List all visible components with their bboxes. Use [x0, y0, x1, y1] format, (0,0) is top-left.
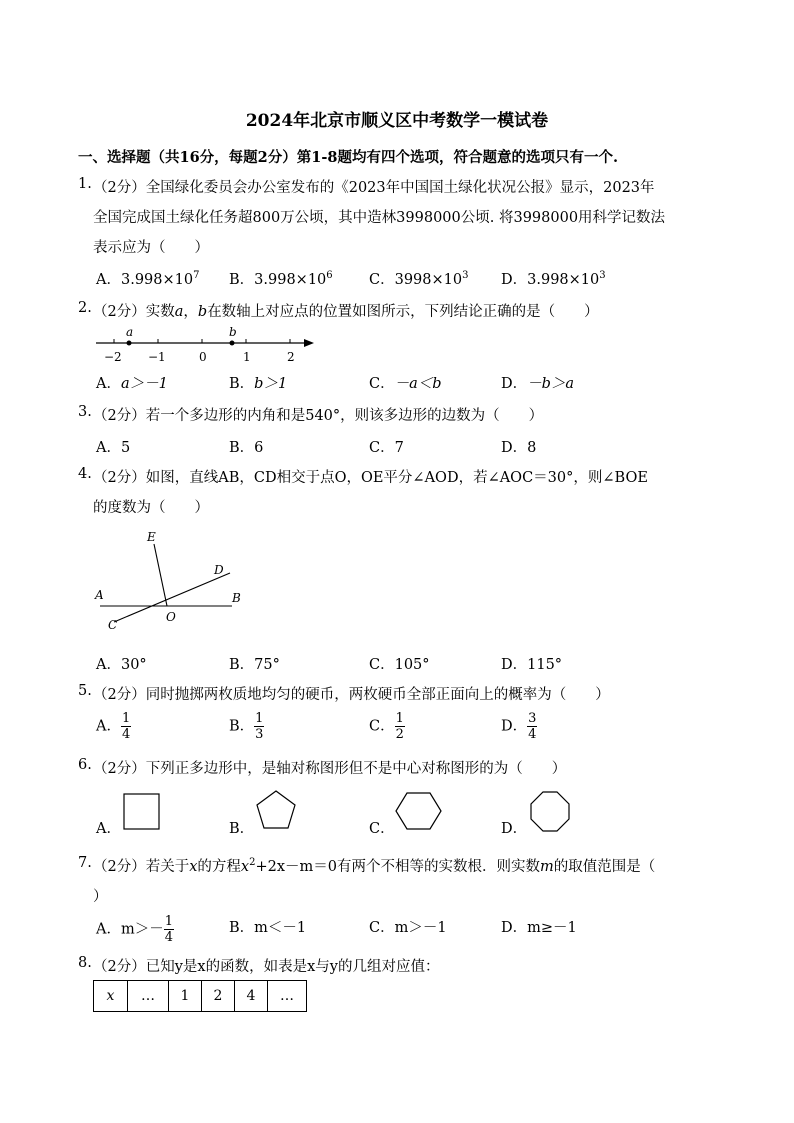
question-number: 5.: [78, 683, 92, 699]
square-shape: [122, 792, 162, 832]
table-cell: 2: [202, 981, 235, 1012]
label-B: B: [232, 591, 241, 605]
point-b-label: b: [229, 325, 237, 339]
table-cell: 4: [235, 981, 268, 1012]
q6-option-a[interactable]: A．: [96, 821, 121, 837]
tick-label: 0: [199, 350, 207, 364]
q4-option-c[interactable]: C．105°: [369, 657, 430, 673]
label-E: E: [147, 530, 156, 544]
q2-option-d[interactable]: D．－b＞a: [501, 376, 575, 392]
question-number: 3.: [78, 404, 92, 420]
q3-option-b[interactable]: B．6: [229, 440, 264, 456]
q4-option-b[interactable]: B．75°: [229, 657, 280, 673]
q1-text-line3: 表示应为（ ）: [93, 240, 209, 256]
q1-option-d[interactable]: D．$3.998\times 10^3$: [501, 270, 606, 288]
q6-option-b[interactable]: B．: [229, 821, 255, 837]
question-number: 4.: [78, 466, 92, 482]
q5-option-a[interactable]: A． $\frac{1}{4}$: [96, 711, 131, 742]
q1-option-a[interactable]: A．$3.998\times 10^7$: [96, 270, 200, 288]
q6-option-c[interactable]: C．: [369, 821, 395, 837]
label-A: A: [95, 588, 104, 602]
q2-option-a[interactable]: A．a＞－1: [96, 376, 168, 392]
q5-option-b[interactable]: B． $\frac{1}{3}$: [229, 711, 264, 742]
table-cell: 1: [169, 981, 202, 1012]
label-O: O: [166, 610, 176, 624]
table-cell: x: [94, 981, 128, 1012]
q5-option-d[interactable]: D． $\frac{3}{4}$: [501, 711, 537, 742]
angle-figure: [92, 526, 252, 636]
q1-option-c[interactable]: C．$3998\times 10^3$: [369, 270, 469, 288]
q7-option-c[interactable]: C．m＞－1: [369, 920, 447, 936]
point-a-label: a: [126, 325, 134, 339]
pentagon-shape: [253, 788, 299, 834]
table-cell: …: [268, 981, 307, 1012]
label-C: C: [108, 618, 118, 632]
q4-option-d[interactable]: D．115°: [501, 657, 563, 673]
q4-text-line1: （2分）如图，直线AB，CD相交于点O，OE平分∠AOD，若∠AOC＝30°，则∠BOE: [93, 470, 648, 486]
q4-text-line2: 的度数为（ ）: [93, 500, 209, 516]
q7-option-d[interactable]: D．m≥－1: [501, 920, 577, 936]
xy-table: [93, 980, 307, 1012]
point-b-dot: [230, 341, 235, 346]
number-line-figure: [92, 322, 322, 364]
page-title: 2024年北京市顺义区中考数学一模试卷: [245, 111, 549, 131]
q2-option-c[interactable]: C．－a＜b: [369, 376, 442, 392]
point-a-dot: [127, 341, 132, 346]
q8-text: （2分）已知y是x的函数，如表是x与y的几组对应值：: [93, 959, 440, 975]
q7-option-a[interactable]: A．m＞－ $\frac{1}{4}$: [96, 914, 174, 945]
question-number: 6.: [78, 757, 92, 773]
q5-text: （2分）同时抛掷两枚质地均匀的硬币，两枚硬币全部正面向上的概率为（ ）: [93, 687, 610, 703]
q2-text: （2分）实数a，b在数轴上对应点的位置如图所示，下列结论正确的是（ ）: [93, 304, 599, 320]
q1-option-b[interactable]: B．$3.998\times 10^6$: [229, 270, 333, 288]
q6-text: （2分）下列正多边形中，是轴对称图形但不是中心对称图形的为（ ）: [93, 761, 567, 777]
table-cell: …: [128, 981, 169, 1012]
q6-option-d[interactable]: D．: [501, 821, 528, 837]
ray-OE: [154, 544, 167, 606]
question-number: 2.: [78, 300, 92, 316]
question-number: 7.: [78, 855, 92, 871]
label-D: D: [214, 563, 224, 577]
tick-label: −1: [148, 350, 166, 364]
tick-label: 2: [287, 350, 295, 364]
q3-text: （2分）若一个多边形的内角和是540°，则该多边形的边数为（ ）: [93, 408, 544, 424]
table-row: [94, 981, 307, 1012]
question-number: 8.: [78, 955, 92, 971]
q1-text-line2: 全国完成国土绿化任务超800万公顷，其中造林3998000公顷. 将3998000用科学记数法: [93, 210, 666, 226]
octagon-shape: [528, 790, 572, 834]
question-number: 1.: [78, 176, 92, 192]
q5-option-c[interactable]: C． $\frac{1}{2}$: [369, 711, 404, 742]
q3-option-c[interactable]: C．7: [369, 440, 404, 456]
tick-label: 1: [243, 350, 251, 364]
q7-text-line1: （2分）若关于x的方程$x^2+2x-m=0$有两个不相等的实数根．则实数m的取值范围是（: [93, 857, 656, 875]
hexagon-shape: [394, 791, 444, 833]
section-heading: 一、选择题（共16分，每题2分）第1-8题均有四个选项，符合题意的选项只有一个.: [78, 149, 619, 166]
q3-option-d[interactable]: D．8: [501, 440, 537, 456]
q1-text-line1: （2分）全国绿化委员会办公室发布的《2023年中国国土绿化状况公报》显示，2023年: [93, 180, 655, 196]
q2-option-b[interactable]: B．b＞1: [229, 376, 288, 392]
q4-option-a[interactable]: A．30°: [96, 657, 147, 673]
q7-text-line2: ）: [93, 889, 108, 905]
q3-option-a[interactable]: A．5: [96, 440, 131, 456]
q7-option-b[interactable]: B．m＜－1: [229, 920, 307, 936]
axis-arrow: [304, 339, 314, 347]
tick-label: −2: [104, 350, 122, 364]
